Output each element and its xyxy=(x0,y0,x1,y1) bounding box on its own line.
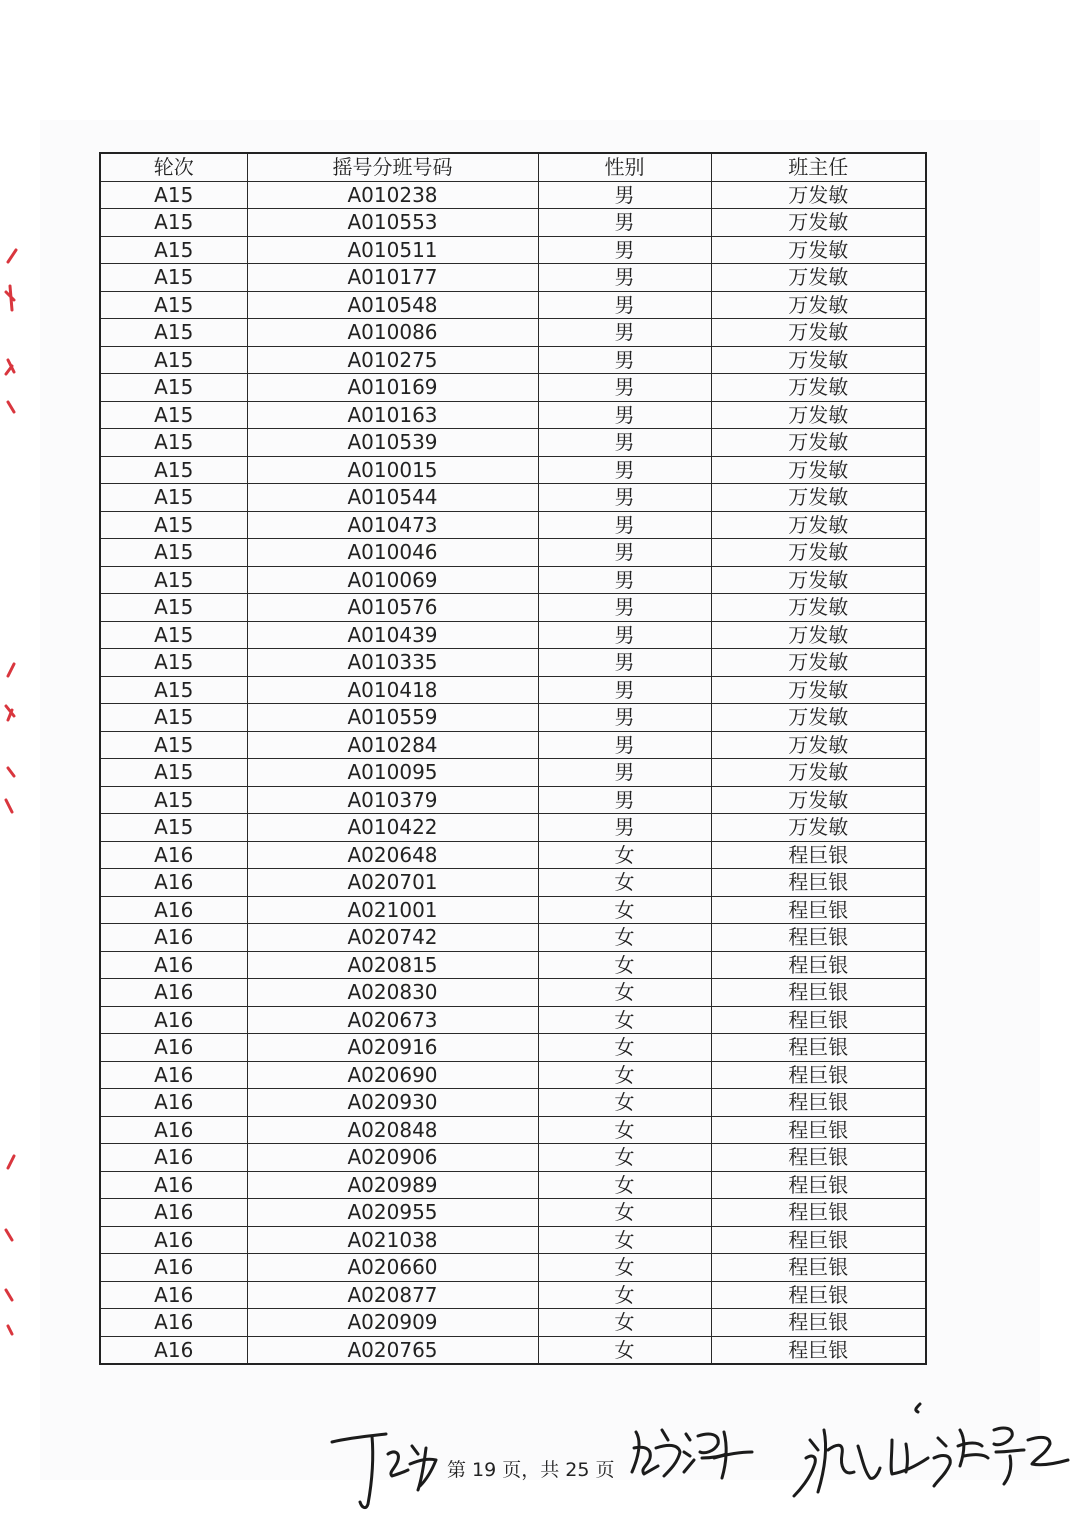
cell-gender: 女 xyxy=(538,869,711,897)
cell-lottery-number: A020848 xyxy=(247,1116,538,1144)
cell-head-teacher: 程巨银 xyxy=(711,1089,926,1117)
cell-round: A16 xyxy=(100,1254,247,1282)
cell-gender: 男 xyxy=(538,264,711,292)
cell-round: A16 xyxy=(100,1116,247,1144)
cell-gender: 女 xyxy=(538,1309,711,1337)
cell-round: A16 xyxy=(100,1006,247,1034)
lottery-roster-table xyxy=(99,152,927,1365)
cell-round: A15 xyxy=(100,346,247,374)
cell-gender: 男 xyxy=(538,429,711,457)
cell-round: A16 xyxy=(100,1281,247,1309)
cell-round: A16 xyxy=(100,1199,247,1227)
cell-head-teacher: 程巨银 xyxy=(711,1006,926,1034)
table-row xyxy=(100,346,926,374)
cell-head-teacher: 程巨银 xyxy=(711,1281,926,1309)
cell-round: A16 xyxy=(100,1226,247,1254)
cell-lottery-number: A020830 xyxy=(247,979,538,1007)
cell-round: A15 xyxy=(100,786,247,814)
table-row xyxy=(100,1309,926,1337)
cell-round: A15 xyxy=(100,319,247,347)
cell-round: A16 xyxy=(100,979,247,1007)
cell-gender: 男 xyxy=(538,291,711,319)
table-row xyxy=(100,1116,926,1144)
table-row xyxy=(100,566,926,594)
cell-gender: 男 xyxy=(538,511,711,539)
table-row xyxy=(100,1254,926,1282)
cell-lottery-number: A010069 xyxy=(247,566,538,594)
cell-gender: 女 xyxy=(538,1171,711,1199)
cell-round: A15 xyxy=(100,401,247,429)
handwritten-signature-icon xyxy=(628,1418,758,1488)
table-row xyxy=(100,841,926,869)
table-row xyxy=(100,209,926,237)
cell-gender: 男 xyxy=(538,181,711,209)
page-number-label: 第 19 页，共 25 页 xyxy=(447,1459,615,1481)
cell-gender: 男 xyxy=(538,566,711,594)
cell-lottery-number: A020930 xyxy=(247,1089,538,1117)
cell-head-teacher: 万发敏 xyxy=(711,401,926,429)
cell-gender: 女 xyxy=(538,1144,711,1172)
cell-round: A16 xyxy=(100,1144,247,1172)
header-lottery-number: 摇号分班号码 xyxy=(247,153,538,181)
cell-gender: 女 xyxy=(538,1281,711,1309)
table-row xyxy=(100,456,926,484)
cell-head-teacher: 程巨银 xyxy=(711,951,926,979)
cell-round: A16 xyxy=(100,896,247,924)
cell-head-teacher: 程巨银 xyxy=(711,1171,926,1199)
cell-gender: 男 xyxy=(538,759,711,787)
cell-gender: 女 xyxy=(538,1226,711,1254)
cell-head-teacher: 万发敏 xyxy=(711,649,926,677)
table-header-row xyxy=(100,153,926,181)
cell-head-teacher: 万发敏 xyxy=(711,209,926,237)
cell-round: A15 xyxy=(100,566,247,594)
cell-lottery-number: A020909 xyxy=(247,1309,538,1337)
cell-head-teacher: 程巨银 xyxy=(711,979,926,1007)
cell-head-teacher: 程巨银 xyxy=(711,896,926,924)
table-row xyxy=(100,401,926,429)
cell-round: A16 xyxy=(100,951,247,979)
cell-lottery-number: A020673 xyxy=(247,1006,538,1034)
cell-round: A16 xyxy=(100,1336,247,1364)
header-head-teacher: 班主任 xyxy=(711,153,926,181)
cell-gender: 男 xyxy=(538,456,711,484)
table-row xyxy=(100,896,926,924)
cell-gender: 女 xyxy=(538,1254,711,1282)
cell-head-teacher: 程巨银 xyxy=(711,1309,926,1337)
header-gender: 性别 xyxy=(538,153,711,181)
cell-round: A15 xyxy=(100,181,247,209)
cell-round: A16 xyxy=(100,841,247,869)
cell-head-teacher: 万发敏 xyxy=(711,511,926,539)
cell-gender: 男 xyxy=(538,676,711,704)
cell-round: A15 xyxy=(100,704,247,732)
cell-round: A15 xyxy=(100,209,247,237)
cell-head-teacher: 程巨银 xyxy=(711,924,926,952)
cell-gender: 男 xyxy=(538,319,711,347)
cell-head-teacher: 程巨银 xyxy=(711,1254,926,1282)
cell-head-teacher: 万发敏 xyxy=(711,374,926,402)
cell-round: A15 xyxy=(100,594,247,622)
cell-lottery-number: A010548 xyxy=(247,291,538,319)
header-round: 轮次 xyxy=(100,153,247,181)
cell-lottery-number: A020660 xyxy=(247,1254,538,1282)
cell-gender: 男 xyxy=(538,814,711,842)
table-row xyxy=(100,704,926,732)
cell-lottery-number: A010511 xyxy=(247,236,538,264)
cell-head-teacher: 万发敏 xyxy=(711,236,926,264)
cell-gender: 男 xyxy=(538,484,711,512)
table-row xyxy=(100,1336,926,1364)
cell-round: A16 xyxy=(100,1309,247,1337)
table-row xyxy=(100,291,926,319)
cell-lottery-number: A010576 xyxy=(247,594,538,622)
cell-lottery-number: A020690 xyxy=(247,1061,538,1089)
cell-round: A16 xyxy=(100,1061,247,1089)
cell-lottery-number: A010335 xyxy=(247,649,538,677)
table-row xyxy=(100,621,926,649)
cell-gender: 男 xyxy=(538,346,711,374)
cell-lottery-number: A020815 xyxy=(247,951,538,979)
cell-gender: 女 xyxy=(538,979,711,1007)
cell-lottery-number: A021001 xyxy=(247,896,538,924)
table-body xyxy=(100,181,926,1364)
table-row xyxy=(100,979,926,1007)
table-row xyxy=(100,731,926,759)
cell-gender: 男 xyxy=(538,649,711,677)
cell-gender: 女 xyxy=(538,1199,711,1227)
cell-lottery-number: A010284 xyxy=(247,731,538,759)
cell-round: A15 xyxy=(100,676,247,704)
cell-gender: 男 xyxy=(538,374,711,402)
cell-lottery-number: A010086 xyxy=(247,319,538,347)
table-row xyxy=(100,951,926,979)
table-row xyxy=(100,924,926,952)
cell-lottery-number: A010169 xyxy=(247,374,538,402)
cell-lottery-number: A010539 xyxy=(247,429,538,457)
table-row xyxy=(100,484,926,512)
cell-lottery-number: A020742 xyxy=(247,924,538,952)
cell-head-teacher: 万发敏 xyxy=(711,181,926,209)
cell-gender: 女 xyxy=(538,841,711,869)
cell-head-teacher: 万发敏 xyxy=(711,346,926,374)
cell-lottery-number: A010095 xyxy=(247,759,538,787)
cell-round: A16 xyxy=(100,1089,247,1117)
cell-gender: 女 xyxy=(538,1034,711,1062)
table-row xyxy=(100,1034,926,1062)
cell-gender: 男 xyxy=(538,621,711,649)
cell-head-teacher: 万发敏 xyxy=(711,594,926,622)
cell-head-teacher: 万发敏 xyxy=(711,264,926,292)
cell-lottery-number: A020955 xyxy=(247,1199,538,1227)
table-row xyxy=(100,1006,926,1034)
table-row xyxy=(100,869,926,897)
cell-head-teacher: 万发敏 xyxy=(711,291,926,319)
cell-gender: 女 xyxy=(538,1116,711,1144)
cell-head-teacher: 万发敏 xyxy=(711,429,926,457)
cell-round: A15 xyxy=(100,511,247,539)
cell-head-teacher: 万发敏 xyxy=(711,456,926,484)
cell-head-teacher: 程巨银 xyxy=(711,1226,926,1254)
cell-gender: 女 xyxy=(538,1061,711,1089)
cell-head-teacher: 万发敏 xyxy=(711,786,926,814)
table-row xyxy=(100,594,926,622)
table-row xyxy=(100,1089,926,1117)
cell-lottery-number: A010422 xyxy=(247,814,538,842)
cell-gender: 男 xyxy=(538,704,711,732)
cell-head-teacher: 程巨银 xyxy=(711,1336,926,1364)
cell-lottery-number: A010177 xyxy=(247,264,538,292)
table-row xyxy=(100,814,926,842)
table-row xyxy=(100,759,926,787)
cell-gender: 男 xyxy=(538,731,711,759)
cell-lottery-number: A010015 xyxy=(247,456,538,484)
cell-lottery-number: A010559 xyxy=(247,704,538,732)
cell-lottery-number: A020648 xyxy=(247,841,538,869)
cell-head-teacher: 程巨银 xyxy=(711,1144,926,1172)
table-row xyxy=(100,649,926,677)
cell-head-teacher: 万发敏 xyxy=(711,319,926,347)
cell-lottery-number: A010473 xyxy=(247,511,538,539)
cell-lottery-number: A010163 xyxy=(247,401,538,429)
cell-gender: 男 xyxy=(538,209,711,237)
cell-head-teacher: 万发敏 xyxy=(711,566,926,594)
handwritten-signature-icon xyxy=(328,1420,448,1515)
table-row xyxy=(100,1061,926,1089)
cell-round: A15 xyxy=(100,291,247,319)
table-row xyxy=(100,1226,926,1254)
cell-head-teacher: 万发敏 xyxy=(711,731,926,759)
cell-lottery-number: A020906 xyxy=(247,1144,538,1172)
cell-head-teacher: 万发敏 xyxy=(711,814,926,842)
table-row xyxy=(100,319,926,347)
cell-lottery-number: A020916 xyxy=(247,1034,538,1062)
cell-lottery-number: A010275 xyxy=(247,346,538,374)
cell-round: A15 xyxy=(100,649,247,677)
cell-gender: 男 xyxy=(538,539,711,567)
table-row xyxy=(100,786,926,814)
table-row xyxy=(100,676,926,704)
cell-lottery-number: A010439 xyxy=(247,621,538,649)
cell-gender: 女 xyxy=(538,1006,711,1034)
table-row xyxy=(100,1171,926,1199)
cell-round: A15 xyxy=(100,759,247,787)
cell-head-teacher: 程巨银 xyxy=(711,1199,926,1227)
cell-head-teacher: 万发敏 xyxy=(711,759,926,787)
red-seal-fragment-icon xyxy=(0,0,30,1528)
cell-gender: 男 xyxy=(538,401,711,429)
cell-round: A15 xyxy=(100,374,247,402)
cell-head-teacher: 程巨银 xyxy=(711,869,926,897)
cell-lottery-number: A010379 xyxy=(247,786,538,814)
cell-gender: 女 xyxy=(538,1336,711,1364)
cell-head-teacher: 程巨银 xyxy=(711,1034,926,1062)
cell-lottery-number: A021038 xyxy=(247,1226,538,1254)
cell-lottery-number: A010418 xyxy=(247,676,538,704)
cell-round: A15 xyxy=(100,236,247,264)
cell-round: A16 xyxy=(100,1171,247,1199)
cell-round: A15 xyxy=(100,621,247,649)
cell-lottery-number: A010046 xyxy=(247,539,538,567)
cell-gender: 女 xyxy=(538,924,711,952)
cell-head-teacher: 程巨银 xyxy=(711,1116,926,1144)
cell-round: A16 xyxy=(100,1034,247,1062)
cell-lottery-number: A020701 xyxy=(247,869,538,897)
handwritten-signature-icon xyxy=(788,1400,1073,1505)
cell-head-teacher: 万发敏 xyxy=(711,484,926,512)
cell-lottery-number: A010238 xyxy=(247,181,538,209)
cell-head-teacher: 万发敏 xyxy=(711,676,926,704)
cell-head-teacher: 万发敏 xyxy=(711,704,926,732)
table-row xyxy=(100,236,926,264)
cell-head-teacher: 程巨银 xyxy=(711,1061,926,1089)
cell-head-teacher: 万发敏 xyxy=(711,539,926,567)
cell-gender: 女 xyxy=(538,1089,711,1117)
cell-round: A15 xyxy=(100,814,247,842)
table-row xyxy=(100,181,926,209)
cell-round: A15 xyxy=(100,456,247,484)
cell-lottery-number: A010553 xyxy=(247,209,538,237)
cell-round: A15 xyxy=(100,539,247,567)
table-row xyxy=(100,1144,926,1172)
cell-gender: 女 xyxy=(538,896,711,924)
cell-gender: 女 xyxy=(538,951,711,979)
table-row xyxy=(100,1281,926,1309)
cell-lottery-number: A010544 xyxy=(247,484,538,512)
cell-round: A15 xyxy=(100,484,247,512)
cell-round: A16 xyxy=(100,924,247,952)
cell-head-teacher: 万发敏 xyxy=(711,621,926,649)
cell-round: A15 xyxy=(100,731,247,759)
table-row xyxy=(100,374,926,402)
table-row xyxy=(100,539,926,567)
table-row xyxy=(100,1199,926,1227)
cell-lottery-number: A020989 xyxy=(247,1171,538,1199)
table-row xyxy=(100,429,926,457)
cell-round: A16 xyxy=(100,869,247,897)
cell-gender: 男 xyxy=(538,236,711,264)
table-row xyxy=(100,511,926,539)
cell-round: A15 xyxy=(100,264,247,292)
cell-gender: 男 xyxy=(538,786,711,814)
cell-lottery-number: A020877 xyxy=(247,1281,538,1309)
cell-head-teacher: 程巨银 xyxy=(711,841,926,869)
table-row xyxy=(100,264,926,292)
cell-round: A15 xyxy=(100,429,247,457)
cell-gender: 男 xyxy=(538,594,711,622)
cell-lottery-number: A020765 xyxy=(247,1336,538,1364)
